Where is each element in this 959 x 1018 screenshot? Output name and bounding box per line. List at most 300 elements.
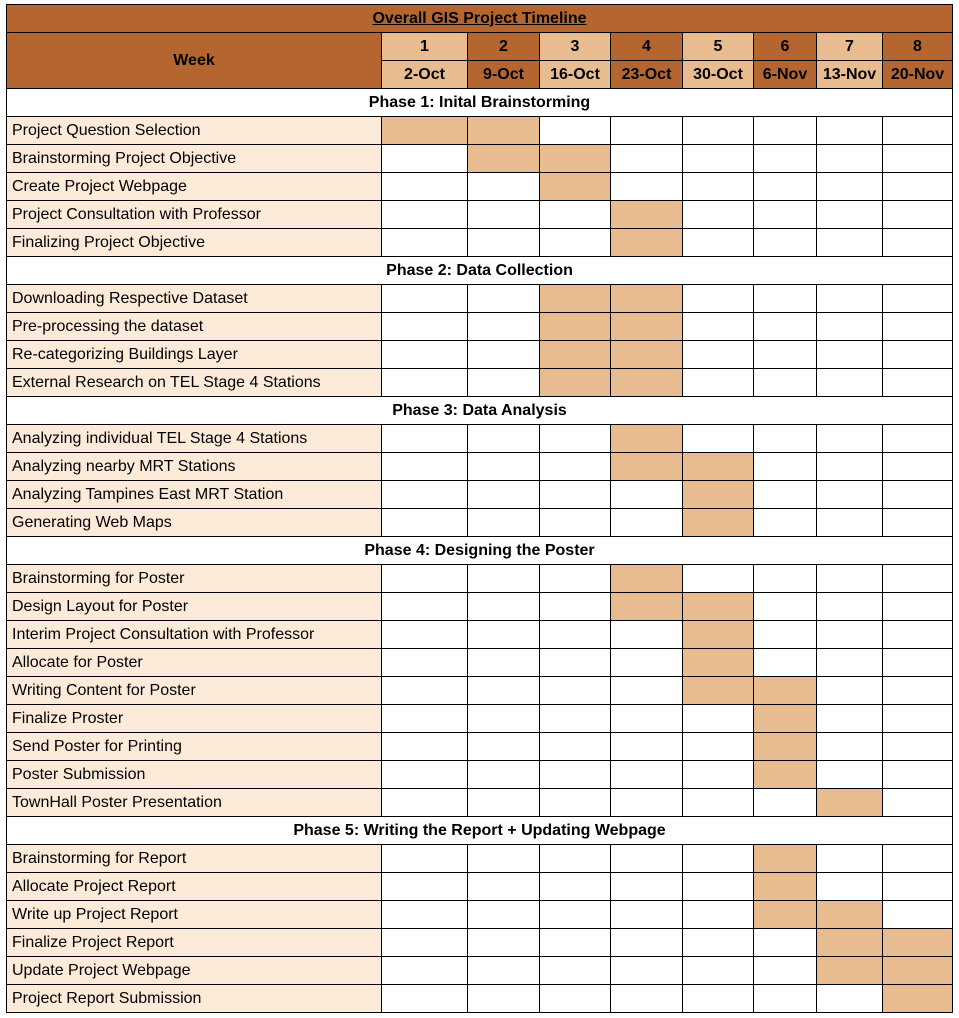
gantt-empty-cell — [883, 229, 953, 257]
gantt-empty-cell — [382, 229, 468, 257]
gantt-empty-cell — [611, 761, 683, 789]
task-name: Project Report Submission — [7, 985, 382, 1013]
gantt-empty-cell — [540, 761, 611, 789]
gantt-empty-cell — [883, 145, 953, 173]
page-title: Overall GIS Project Timeline — [372, 9, 587, 27]
title-cell — [7, 5, 953, 33]
gantt-empty-cell — [883, 341, 953, 369]
gantt-empty-cell — [540, 733, 611, 761]
gantt-empty-cell — [883, 733, 953, 761]
task-row — [7, 145, 953, 173]
gantt-empty-cell — [883, 453, 953, 481]
week-number: 5 — [683, 33, 754, 61]
task-name: Pre-processing the dataset — [7, 313, 382, 341]
week-number: 4 — [611, 33, 683, 61]
gantt-empty-cell — [540, 929, 611, 957]
gantt-empty-cell — [382, 313, 468, 341]
gantt-empty-cell — [817, 285, 883, 313]
gantt-bar-cell — [817, 901, 883, 929]
gantt-empty-cell — [883, 845, 953, 873]
gantt-empty-cell — [611, 509, 683, 537]
task-row — [7, 453, 953, 481]
gantt-empty-cell — [754, 341, 817, 369]
task-name: Interim Project Consultation with Professor — [7, 621, 382, 649]
week-number: 8 — [883, 33, 953, 61]
gantt-bar-cell — [683, 677, 754, 705]
gantt-empty-cell — [754, 285, 817, 313]
gantt-empty-cell — [754, 145, 817, 173]
gantt-empty-cell — [683, 313, 754, 341]
gantt-empty-cell — [611, 481, 683, 509]
gantt-empty-cell — [540, 621, 611, 649]
phase-heading: Phase 3: Data Analysis — [7, 397, 953, 425]
gantt-empty-cell — [382, 985, 468, 1013]
task-name: Brainstorming Project Objective — [7, 145, 382, 173]
gantt-empty-cell — [754, 509, 817, 537]
gantt-empty-cell — [468, 957, 540, 985]
gantt-bar-cell — [611, 229, 683, 257]
task-name: Finalizing Project Objective — [7, 229, 382, 257]
gantt-empty-cell — [683, 761, 754, 789]
gantt-bar-cell — [754, 677, 817, 705]
gantt-empty-cell — [611, 985, 683, 1013]
gantt-empty-cell — [683, 173, 754, 201]
task-row — [7, 481, 953, 509]
gantt-empty-cell — [382, 145, 468, 173]
gantt-empty-cell — [540, 201, 611, 229]
gantt-bar-cell — [683, 649, 754, 677]
gantt-empty-cell — [683, 845, 754, 873]
gantt-empty-cell — [883, 369, 953, 397]
gantt-bar-cell — [611, 313, 683, 341]
gantt-empty-cell — [611, 145, 683, 173]
gantt-empty-cell — [468, 985, 540, 1013]
task-row — [7, 957, 953, 985]
gantt-empty-cell — [683, 957, 754, 985]
gantt-empty-cell — [754, 117, 817, 145]
gantt-empty-cell — [683, 425, 754, 453]
gantt-empty-cell — [540, 649, 611, 677]
gantt-empty-cell — [382, 957, 468, 985]
gantt-bar-cell — [817, 929, 883, 957]
task-row — [7, 565, 953, 593]
gantt-empty-cell — [382, 369, 468, 397]
week-label: Week — [7, 33, 382, 89]
week-date: 23-Oct — [611, 61, 683, 89]
gantt-empty-cell — [683, 341, 754, 369]
gantt-empty-cell — [883, 425, 953, 453]
gantt-empty-cell — [683, 929, 754, 957]
gantt-empty-cell — [468, 593, 540, 621]
gantt-bar-cell — [540, 145, 611, 173]
timeline-body — [7, 5, 953, 1013]
gantt-empty-cell — [468, 761, 540, 789]
gantt-empty-cell — [468, 509, 540, 537]
gantt-bar-cell — [611, 565, 683, 593]
phase-heading: Phase 5: Writing the Report + Updating Webpage — [7, 817, 953, 845]
week-date: 30-Oct — [683, 61, 754, 89]
gantt-empty-cell — [540, 845, 611, 873]
gantt-empty-cell — [883, 649, 953, 677]
task-name: Analyzing individual TEL Stage 4 Stations — [7, 425, 382, 453]
gantt-empty-cell — [817, 761, 883, 789]
gantt-empty-cell — [883, 677, 953, 705]
gantt-empty-cell — [540, 453, 611, 481]
gantt-empty-cell — [611, 845, 683, 873]
gantt-empty-cell — [382, 705, 468, 733]
gantt-empty-cell — [382, 733, 468, 761]
gantt-empty-cell — [540, 425, 611, 453]
task-name: Re-categorizing Buildings Layer — [7, 341, 382, 369]
task-name: Create Project Webpage — [7, 173, 382, 201]
gantt-empty-cell — [468, 481, 540, 509]
gantt-bar-cell — [468, 145, 540, 173]
gantt-empty-cell — [817, 229, 883, 257]
week-date: 13-Nov — [817, 61, 883, 89]
gantt-empty-cell — [540, 229, 611, 257]
gantt-bar-cell — [611, 593, 683, 621]
gantt-empty-cell — [382, 285, 468, 313]
gantt-empty-cell — [817, 425, 883, 453]
gantt-empty-cell — [754, 957, 817, 985]
task-name: Analyzing nearby MRT Stations — [7, 453, 382, 481]
gantt-empty-cell — [468, 789, 540, 817]
gantt-empty-cell — [817, 145, 883, 173]
phase-row — [7, 397, 953, 425]
gantt-bar-cell — [683, 453, 754, 481]
gantt-empty-cell — [883, 201, 953, 229]
gantt-bar-cell — [817, 957, 883, 985]
gantt-empty-cell — [817, 593, 883, 621]
gantt-empty-cell — [683, 229, 754, 257]
gantt-empty-cell — [611, 929, 683, 957]
task-name: Analyzing Tampines East MRT Station — [7, 481, 382, 509]
task-name: Downloading Respective Dataset — [7, 285, 382, 313]
gantt-bar-cell — [683, 593, 754, 621]
gantt-bar-cell — [754, 733, 817, 761]
gantt-empty-cell — [611, 705, 683, 733]
gantt-empty-cell — [883, 509, 953, 537]
task-name: External Research on TEL Stage 4 Stations — [7, 369, 382, 397]
gantt-bar-cell — [611, 285, 683, 313]
gantt-bar-cell — [382, 117, 468, 145]
gantt-empty-cell — [817, 649, 883, 677]
gantt-empty-cell — [817, 173, 883, 201]
week-number-row — [7, 33, 953, 61]
gantt-empty-cell — [883, 313, 953, 341]
task-row — [7, 789, 953, 817]
phase-heading: Phase 2: Data Collection — [7, 257, 953, 285]
gantt-empty-cell — [611, 649, 683, 677]
gantt-empty-cell — [817, 453, 883, 481]
gantt-empty-cell — [611, 789, 683, 817]
task-row — [7, 313, 953, 341]
gantt-empty-cell — [540, 565, 611, 593]
task-name: Design Layout for Poster — [7, 593, 382, 621]
gantt-empty-cell — [683, 565, 754, 593]
gantt-empty-cell — [754, 789, 817, 817]
gantt-empty-cell — [468, 453, 540, 481]
gantt-empty-cell — [468, 173, 540, 201]
gantt-empty-cell — [382, 649, 468, 677]
gantt-empty-cell — [468, 369, 540, 397]
gantt-bar-cell — [683, 481, 754, 509]
task-row — [7, 201, 953, 229]
gantt-bar-cell — [683, 509, 754, 537]
phase-heading: Phase 4: Designing the Poster — [7, 537, 953, 565]
gantt-bar-cell — [611, 201, 683, 229]
gantt-bar-cell — [754, 901, 817, 929]
gantt-empty-cell — [754, 929, 817, 957]
task-row — [7, 621, 953, 649]
gantt-empty-cell — [883, 761, 953, 789]
task-name: Generating Web Maps — [7, 509, 382, 537]
gantt-bar-cell — [683, 621, 754, 649]
task-row — [7, 649, 953, 677]
gantt-empty-cell — [754, 453, 817, 481]
week-date: 16-Oct — [540, 61, 611, 89]
gantt-empty-cell — [382, 481, 468, 509]
week-number: 6 — [754, 33, 817, 61]
task-name: Writing Content for Poster — [7, 677, 382, 705]
week-number: 2 — [468, 33, 540, 61]
gantt-empty-cell — [817, 873, 883, 901]
task-name: Write up Project Report — [7, 901, 382, 929]
gantt-empty-cell — [540, 705, 611, 733]
gantt-empty-cell — [754, 313, 817, 341]
gantt-empty-cell — [540, 117, 611, 145]
gantt-empty-cell — [883, 901, 953, 929]
gantt-empty-cell — [683, 117, 754, 145]
phase-row — [7, 537, 953, 565]
gantt-empty-cell — [540, 873, 611, 901]
gantt-empty-cell — [611, 957, 683, 985]
gantt-empty-cell — [817, 481, 883, 509]
gantt-empty-cell — [817, 313, 883, 341]
gantt-empty-cell — [468, 201, 540, 229]
task-row — [7, 117, 953, 145]
gantt-bar-cell — [883, 929, 953, 957]
gantt-empty-cell — [817, 509, 883, 537]
gantt-empty-cell — [754, 649, 817, 677]
gantt-bar-cell — [540, 285, 611, 313]
gantt-empty-cell — [468, 705, 540, 733]
gantt-empty-cell — [382, 901, 468, 929]
gantt-empty-cell — [468, 229, 540, 257]
gantt-empty-cell — [382, 929, 468, 957]
phase-row — [7, 817, 953, 845]
gantt-empty-cell — [468, 649, 540, 677]
week-number: 3 — [540, 33, 611, 61]
gantt-bar-cell — [540, 173, 611, 201]
task-row — [7, 425, 953, 453]
gantt-empty-cell — [468, 425, 540, 453]
gantt-empty-cell — [883, 173, 953, 201]
gantt-empty-cell — [883, 705, 953, 733]
gantt-bar-cell — [817, 789, 883, 817]
gantt-empty-cell — [754, 201, 817, 229]
gantt-empty-cell — [883, 481, 953, 509]
gantt-empty-cell — [382, 593, 468, 621]
task-name: Project Question Selection — [7, 117, 382, 145]
gantt-empty-cell — [883, 789, 953, 817]
gantt-empty-cell — [817, 733, 883, 761]
task-row — [7, 341, 953, 369]
gantt-empty-cell — [540, 985, 611, 1013]
gantt-empty-cell — [540, 789, 611, 817]
gantt-empty-cell — [468, 873, 540, 901]
gantt-empty-cell — [754, 621, 817, 649]
task-row — [7, 285, 953, 313]
task-name: Brainstorming for Poster — [7, 565, 382, 593]
gantt-empty-cell — [817, 845, 883, 873]
gantt-empty-cell — [468, 285, 540, 313]
week-date: 6-Nov — [754, 61, 817, 89]
gantt-empty-cell — [611, 173, 683, 201]
week-date: 2-Oct — [382, 61, 468, 89]
gantt-empty-cell — [817, 369, 883, 397]
task-row — [7, 677, 953, 705]
gantt-empty-cell — [540, 593, 611, 621]
task-name: Finalize Project Report — [7, 929, 382, 957]
gantt-empty-cell — [883, 565, 953, 593]
gantt-empty-cell — [540, 481, 611, 509]
gantt-empty-cell — [683, 369, 754, 397]
task-row — [7, 173, 953, 201]
gantt-empty-cell — [540, 901, 611, 929]
gantt-empty-cell — [683, 145, 754, 173]
gantt-empty-cell — [817, 705, 883, 733]
gantt-empty-cell — [382, 425, 468, 453]
gantt-empty-cell — [468, 677, 540, 705]
gantt-bar-cell — [540, 369, 611, 397]
week-number: 1 — [382, 33, 468, 61]
gantt-empty-cell — [817, 565, 883, 593]
gantt-empty-cell — [683, 873, 754, 901]
gantt-empty-cell — [683, 705, 754, 733]
task-row — [7, 985, 953, 1013]
week-number: 7 — [817, 33, 883, 61]
gantt-empty-cell — [468, 565, 540, 593]
gantt-empty-cell — [683, 201, 754, 229]
gantt-empty-cell — [683, 789, 754, 817]
task-row — [7, 845, 953, 873]
week-date: 9-Oct — [468, 61, 540, 89]
gantt-empty-cell — [754, 593, 817, 621]
gantt-empty-cell — [883, 593, 953, 621]
task-name: Poster Submission — [7, 761, 382, 789]
gantt-empty-cell — [883, 621, 953, 649]
gantt-bar-cell — [611, 369, 683, 397]
gantt-bar-cell — [883, 985, 953, 1013]
phase-row — [7, 257, 953, 285]
task-row — [7, 593, 953, 621]
gantt-empty-cell — [540, 677, 611, 705]
phase-row — [7, 89, 953, 117]
gantt-empty-cell — [754, 173, 817, 201]
gantt-empty-cell — [540, 509, 611, 537]
gantt-empty-cell — [611, 677, 683, 705]
gantt-empty-cell — [382, 173, 468, 201]
gantt-empty-cell — [382, 565, 468, 593]
task-row — [7, 761, 953, 789]
gantt-empty-cell — [817, 677, 883, 705]
gantt-empty-cell — [611, 117, 683, 145]
gantt-empty-cell — [382, 873, 468, 901]
gantt-empty-cell — [611, 621, 683, 649]
task-row — [7, 705, 953, 733]
task-name: Send Poster for Printing — [7, 733, 382, 761]
task-row — [7, 369, 953, 397]
gantt-empty-cell — [382, 761, 468, 789]
gantt-bar-cell — [754, 873, 817, 901]
gantt-empty-cell — [382, 677, 468, 705]
gantt-empty-cell — [468, 901, 540, 929]
gantt-empty-cell — [468, 929, 540, 957]
gantt-empty-cell — [754, 425, 817, 453]
task-name: Allocate Project Report — [7, 873, 382, 901]
gantt-empty-cell — [382, 341, 468, 369]
gantt-empty-cell — [754, 369, 817, 397]
gantt-empty-cell — [382, 789, 468, 817]
gantt-bar-cell — [611, 425, 683, 453]
gantt-empty-cell — [468, 341, 540, 369]
gantt-empty-cell — [683, 733, 754, 761]
gantt-bar-cell — [754, 845, 817, 873]
gantt-empty-cell — [683, 985, 754, 1013]
gantt-empty-cell — [754, 481, 817, 509]
task-row — [7, 229, 953, 257]
gantt-empty-cell — [883, 285, 953, 313]
task-name: Brainstorming for Report — [7, 845, 382, 873]
task-name: Finalize Proster — [7, 705, 382, 733]
gantt-bar-cell — [883, 957, 953, 985]
gantt-empty-cell — [754, 565, 817, 593]
week-date: 20-Nov — [883, 61, 953, 89]
task-row — [7, 509, 953, 537]
task-row — [7, 901, 953, 929]
gantt-bar-cell — [754, 705, 817, 733]
gantt-empty-cell — [468, 621, 540, 649]
gantt-empty-cell — [382, 201, 468, 229]
gantt-empty-cell — [611, 901, 683, 929]
gantt-empty-cell — [540, 957, 611, 985]
task-name: Update Project Webpage — [7, 957, 382, 985]
task-row — [7, 929, 953, 957]
gantt-bar-cell — [468, 117, 540, 145]
gantt-empty-cell — [817, 117, 883, 145]
gantt-empty-cell — [382, 453, 468, 481]
gantt-empty-cell — [468, 313, 540, 341]
gantt-empty-cell — [611, 873, 683, 901]
gantt-empty-cell — [468, 733, 540, 761]
gantt-empty-cell — [382, 509, 468, 537]
gantt-empty-cell — [883, 117, 953, 145]
task-name: Allocate for Poster — [7, 649, 382, 677]
gantt-empty-cell — [754, 985, 817, 1013]
phase-heading: Phase 1: Inital Brainstorming — [7, 89, 953, 117]
gantt-bar-cell — [540, 313, 611, 341]
task-name: TownHall Poster Presentation — [7, 789, 382, 817]
gantt-empty-cell — [382, 621, 468, 649]
gantt-empty-cell — [382, 845, 468, 873]
gantt-empty-cell — [468, 845, 540, 873]
gantt-bar-cell — [611, 341, 683, 369]
task-row — [7, 873, 953, 901]
gantt-empty-cell — [817, 201, 883, 229]
gantt-bar-cell — [754, 761, 817, 789]
gantt-empty-cell — [817, 621, 883, 649]
